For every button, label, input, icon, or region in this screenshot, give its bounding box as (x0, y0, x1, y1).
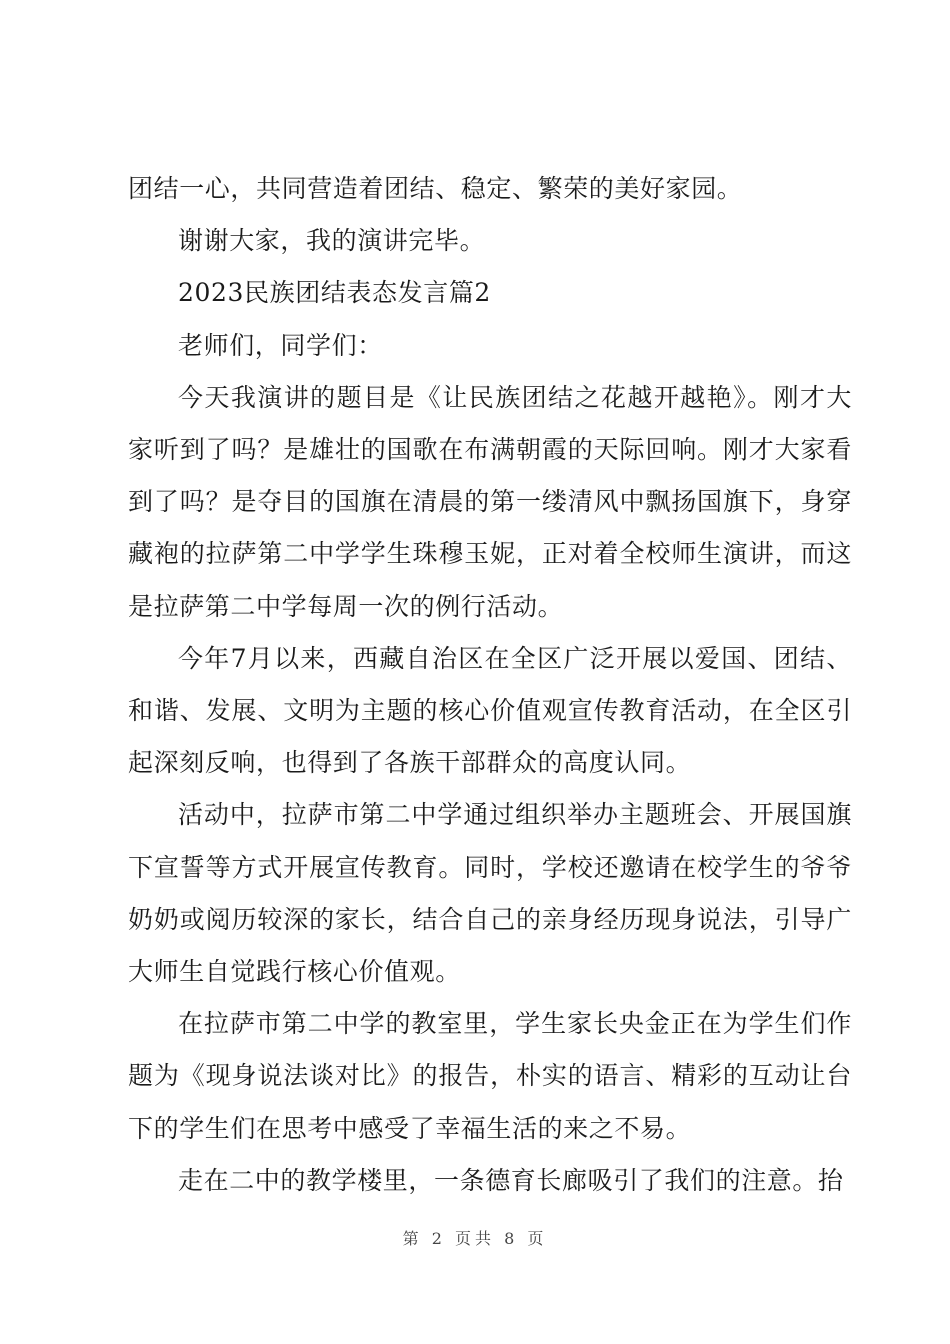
paragraph-6: 今年7月以来，西藏自治区在全区广泛开展以爱国、团结、和谐、发展、文明为主题的核心价值观宣传教育活动，在全区引起深刻反响，也得到了各族干部群众的高度认同。 (128, 643, 852, 778)
paragraph-1: 团结一心，共同营造着团结、稳定、繁荣的美好家园。 (128, 174, 743, 203)
salutation: 老师们，同学们： (178, 330, 383, 360)
paragraph-9: 走在二中的教学楼里，一条德育长廊吸引了我们的注意。抬 (178, 1165, 844, 1195)
paragraph-7: 活动中，拉萨市第二中学通过组织举办主题班会、开展国旗下宣誓等方式开展宣传教育。同时，学校还邀请在校学生的爷爷奶奶或阅历较深的家长，结合自己的亲身经历现身说法，引导广大师生自觉践行核心价值观。 (128, 800, 852, 987)
paragraph-8: 在拉萨市第二中学的教室里，学生家长央金正在为学生们作题为《现身说法谈对比》的报告，朴实的语言、精彩的互动让台下的学生们在思考中感受了幸福生活的来之不易。 (128, 1009, 852, 1143)
paragraph-2: 谢谢大家，我的演讲完毕。 (178, 226, 486, 256)
paragraph-5: 今天我演讲的题目是《让民族团结之花越开越艳》。刚才大家听到了吗？是雄壮的国歌在布满朝霞的天际回响。刚才大家看到了吗？是夺目的国旗在清晨的第一缕清风中飘扬国旗下，身穿藏袍的拉萨第二中学学生珠穆玉妮，正对着全校师生演讲，而这是拉萨第二中学每周一次的例行活动。 (128, 382, 852, 621)
document-body (128, 163, 852, 1207)
page-footer: 第 2 页共 8 页 (402, 1229, 548, 1248)
section-heading: 2023民族团结表态发言篇2 (178, 278, 491, 308)
